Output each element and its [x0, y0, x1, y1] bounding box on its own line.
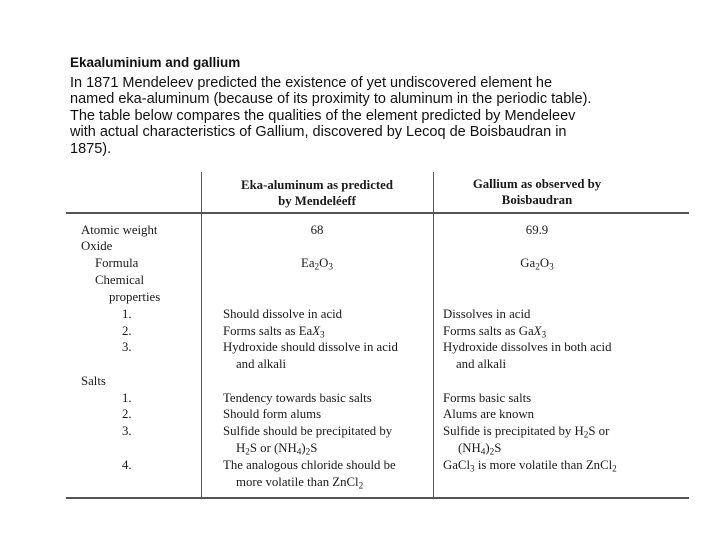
label-num-3: 3. [122, 340, 132, 354]
observed-oxide-formula: $Ga_2O_3$ [520, 256, 554, 272]
observed-oxide-prop-3: Hydroxide dissolves in both acid [443, 340, 612, 354]
column-divider-right [433, 172, 434, 498]
observed-atomic-weight: 69.9 [525, 223, 549, 237]
label-properties: properties [109, 290, 161, 304]
observed-salt-4: GaCl$_3$ is more volatile than ZnCl$_2$ [443, 458, 617, 474]
label-num-2: 2. [122, 407, 132, 421]
page-title: Ekaaluminium and gallium [70, 55, 241, 70]
label-salts: Salts [81, 374, 106, 388]
label-chemical: Chemical [95, 273, 145, 287]
observed-oxide-prop-2: Forms salts as GaX$_3$ [443, 324, 547, 340]
observed-oxide-prop-1: Dissolves in acid [443, 307, 531, 321]
column-divider-left [201, 172, 202, 498]
predicted-salt-3-cont: $H_2S$ or $(NH_4)_2S$ [236, 441, 318, 457]
label-num-2: 2. [122, 324, 132, 338]
predicted-oxide-formula: $Ea_2O_3$ [301, 256, 333, 272]
predicted-oxide-prop-3: Hydroxide should dissolve in acid [223, 340, 398, 354]
intro-line: named eka-aluminum (because of its proximity to aluminum in the periodic table). [70, 91, 592, 108]
predicted-oxide-prop-2: Forms salts as EaX$_3$ [223, 324, 325, 340]
predicted-salt-4-cont: more volatile than ZnCl$_2$ [236, 475, 364, 491]
label-num-1: 1. [122, 391, 132, 405]
table-top-rule [66, 212, 689, 214]
table-bottom-rule [66, 497, 689, 499]
label-num-4: 4. [122, 458, 132, 472]
observed-salt-2: Alums are known [443, 407, 534, 421]
observed-oxide-prop-3-cont: and alkali [456, 357, 507, 371]
intro-line: The table below compares the qualities of the element predicted by Mendeleev [70, 107, 576, 124]
observed-salt-1: Forms basic salts [443, 391, 532, 405]
label-formula: Formula [95, 256, 139, 270]
predicted-salt-3: Sulfide should be precipitated by [223, 424, 393, 438]
observed-salt-3-cont: $(NH_4)_2S$ [458, 441, 502, 457]
intro-line: 1875). [70, 140, 112, 157]
predicted-salt-1: Tendency towards basic salts [223, 391, 372, 405]
observed-salt-3: Sulfide is precipitated by $H_2S$ or [443, 424, 610, 440]
intro-line: with actual characteristics of Gallium, discovered by Lecoq de Boisbaudran in [70, 124, 567, 141]
predicted-salt-4: The analogous chloride should be [223, 458, 396, 472]
label-num-1: 1. [122, 307, 132, 321]
label-atomic-weight: Atomic weight [81, 223, 158, 237]
predicted-oxide-prop-1: Should dissolve in acid [223, 307, 343, 321]
header-observed-line2: Boisbaudran [501, 193, 573, 207]
predicted-salt-2: Should form alums [223, 407, 322, 421]
label-oxide: Oxide [81, 239, 113, 253]
header-predicted-line2: by Mendeléeff [278, 194, 356, 208]
header-predicted-line1: Eka-aluminum as predicted [241, 178, 393, 192]
predicted-oxide-prop-3-cont: and alkali [236, 357, 287, 371]
predicted-atomic-weight: 68 [310, 223, 324, 237]
header-observed-line1: Gallium as observed by [472, 177, 602, 191]
intro-line: In 1871 Mendeleev predicted the existence of yet undiscovered element he [70, 75, 553, 91]
label-num-3: 3. [122, 424, 132, 438]
